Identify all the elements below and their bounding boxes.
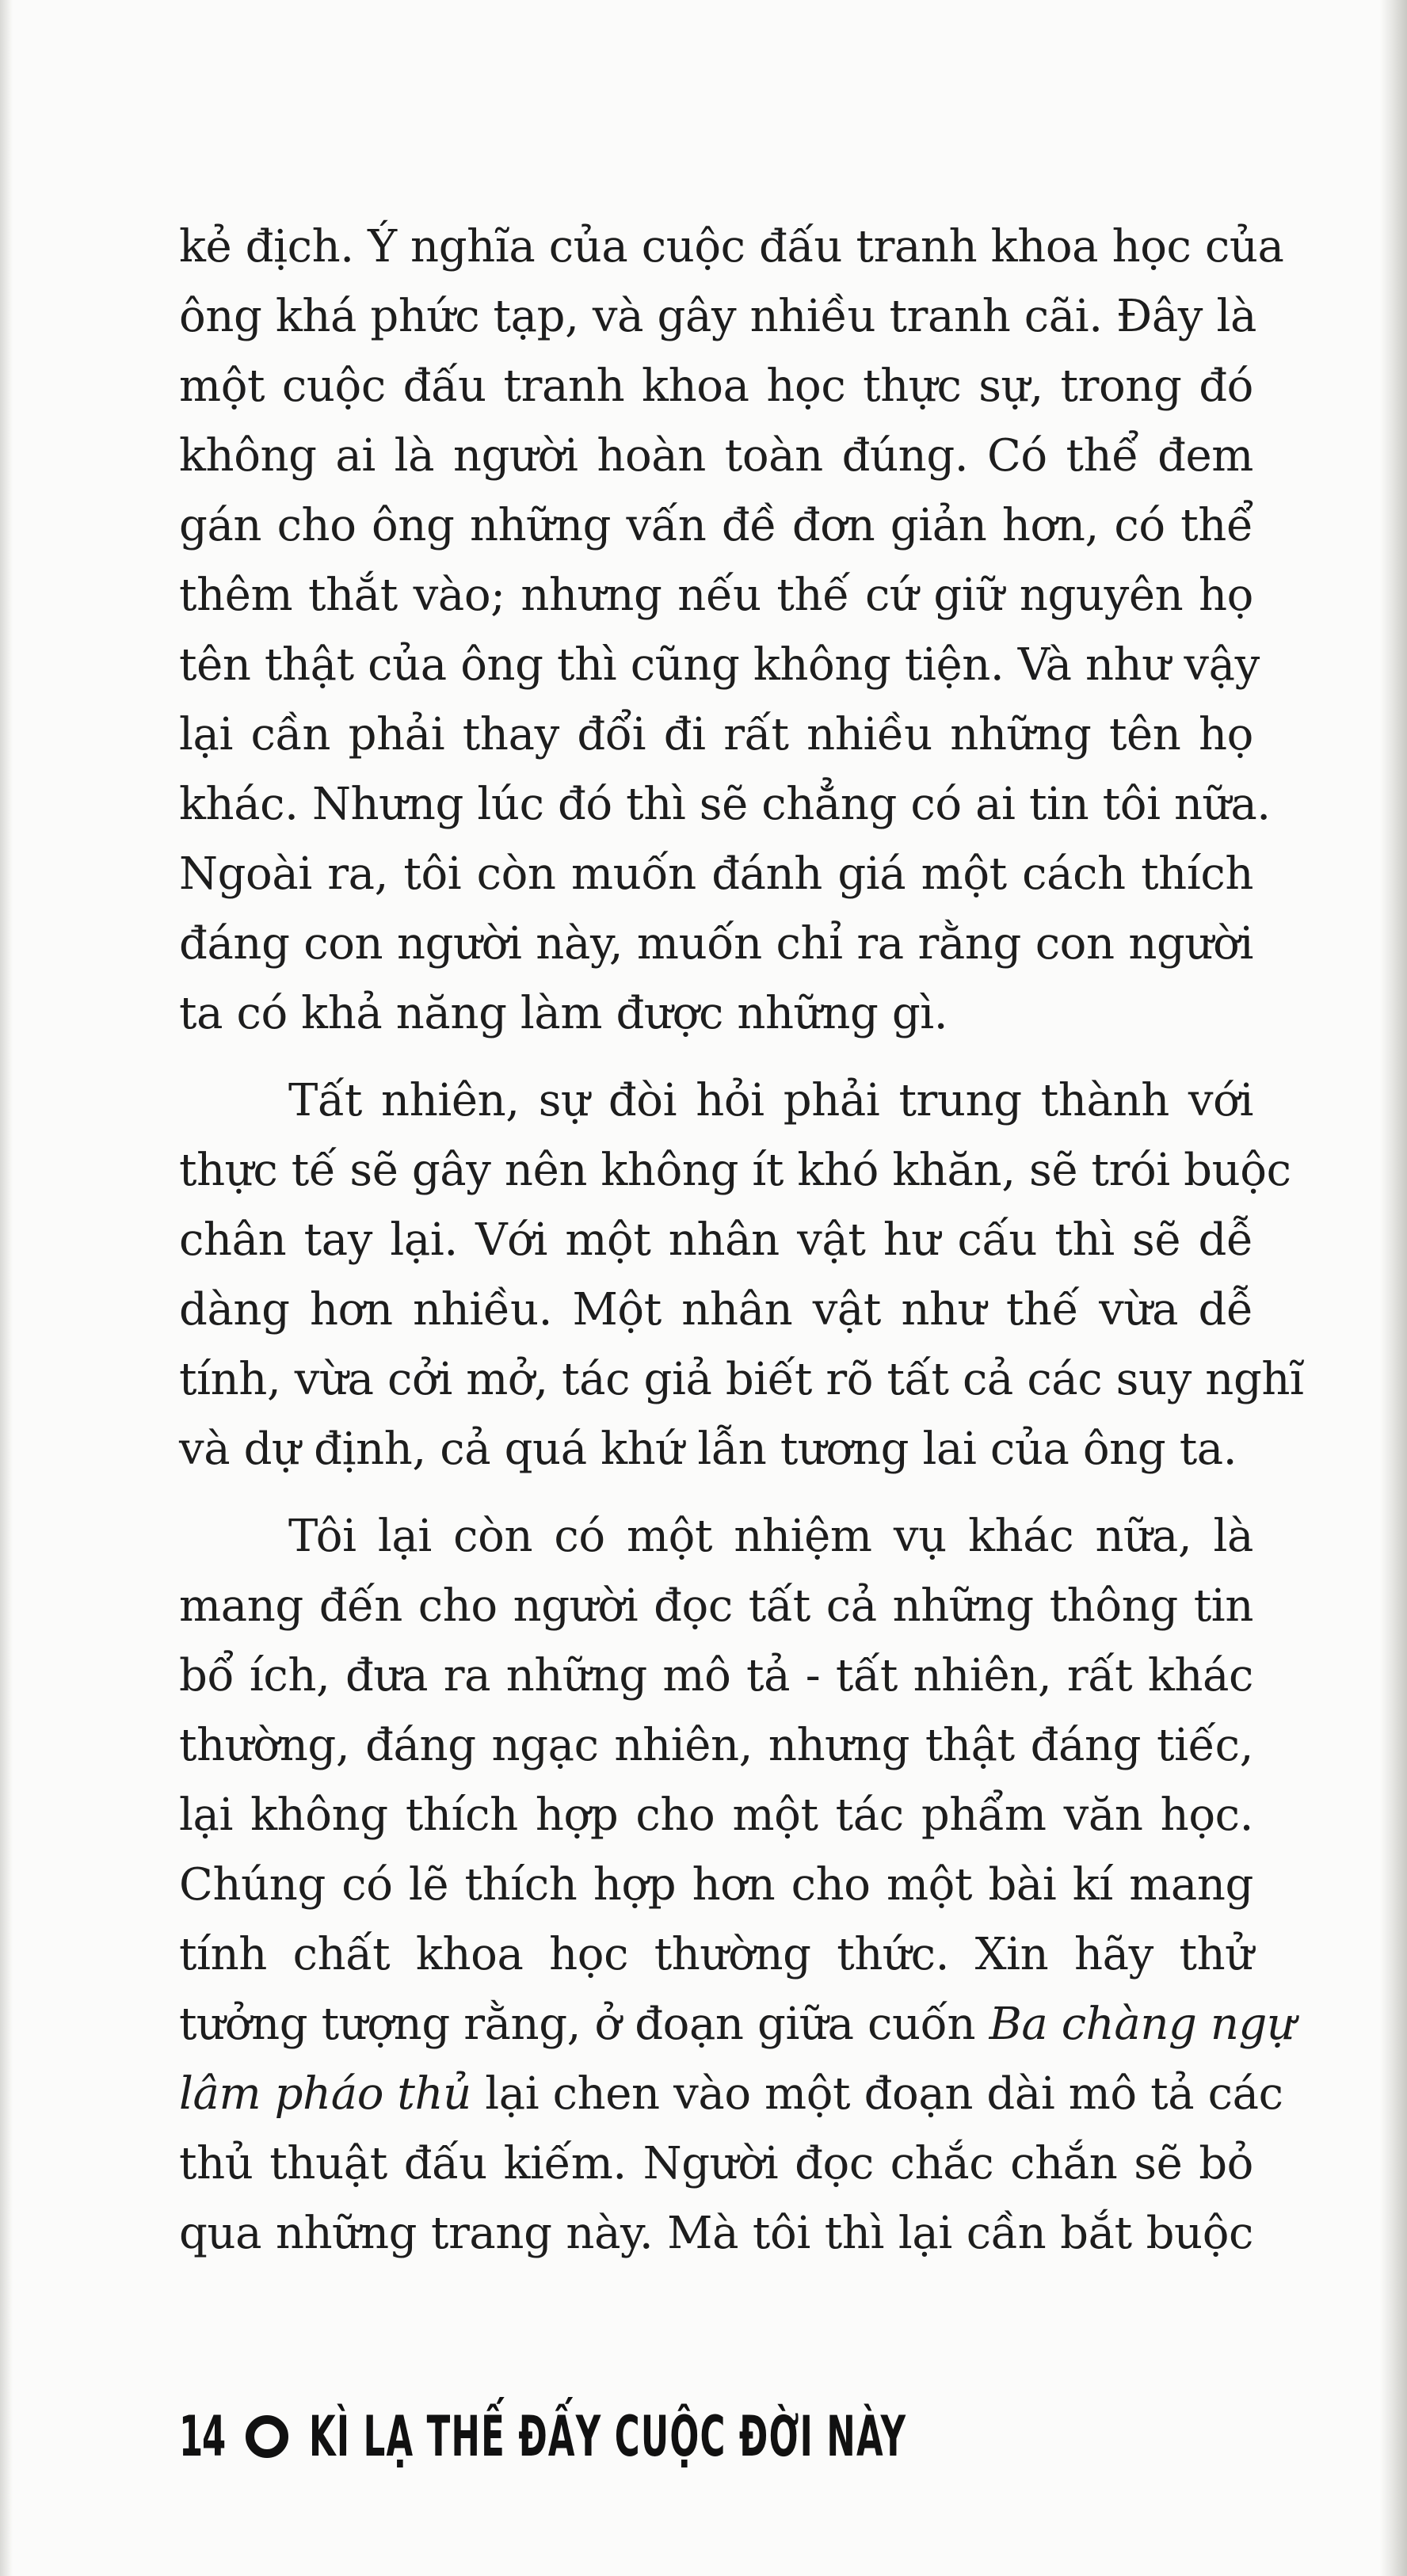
text-line: một cuộc đấu tranh khoa học thực sự, trong đó — [179, 360, 1253, 412]
text-line: ta có khả năng làm được những gì. — [179, 988, 948, 1039]
text-line: tính chất khoa học thường thức. Xin hãy thử — [179, 1929, 1253, 1980]
text-run: lại chen vào một đoạn dài mô tả các — [471, 2068, 1283, 2120]
book-title-italic: Ba chàng ngự — [989, 1999, 1295, 2050]
paragraph-2 — [179, 1066, 1304, 1484]
text-line: mang đến cho người đọc tất cả những thông tin — [179, 1580, 1253, 1632]
text-line: thêm thắt vào; nhưng nếu thế cứ giữ nguyên họ — [179, 570, 1253, 621]
text-line: gán cho ông những vấn đề đơn giản hơn, có thể — [179, 500, 1253, 551]
paragraph-1 — [179, 212, 1284, 1049]
text-line — [179, 1990, 1295, 2060]
text-line: chân tay lại. Với một nhân vật hư cấu thì sẽ dễ — [179, 1214, 1253, 1266]
text-line: dàng hơn nhiều. Một nhân vật như thế vừa dễ — [179, 1284, 1253, 1336]
running-book-title: KÌ LẠ THẾ ĐẤY CUỘC ĐỜI NÀY — [309, 2404, 907, 2469]
body-text — [179, 212, 1304, 2269]
text-run: tưởng tượng rằng, ở đoạn giữa cuốn — [179, 1999, 989, 2050]
book-title-italic: lâm pháo thủ — [179, 2068, 471, 2120]
text-line: Ngoài ra, tôi còn muốn đánh giá một cách thích — [179, 848, 1253, 900]
text-line: lại cần phải thay đổi đi rất nhiều những tên họ — [179, 709, 1253, 760]
text-line: kẻ địch. Ý nghĩa của cuộc đấu tranh khoa học của — [179, 221, 1284, 272]
text-line: tính, vừa cởi mở, tác giả biết rõ tất cả các suy nghĩ — [179, 1354, 1304, 1405]
text-line: tên thật của ông thì cũng không tiện. Và như vậy — [179, 639, 1260, 691]
circle-bullet-icon — [246, 2415, 288, 2458]
text-line: Tôi lại còn có một nhiệm vụ khác nữa, là — [288, 1511, 1253, 1562]
text-line: ông khá phức tạp, và gây nhiều tranh cãi. Đây là — [179, 291, 1256, 342]
text-line: khác. Nhưng lúc đó thì sẽ chẳng có ai tin tôi nữa. — [179, 779, 1271, 830]
text-line: đáng con người này, muốn chỉ ra rằng con người — [179, 918, 1253, 970]
text-line: qua những trang này. Mà tôi thì lại cần bắt buộc — [179, 2208, 1253, 2259]
text-line: lại không thích hợp cho một tác phẩm văn học. — [179, 1789, 1253, 1841]
text-line: thực tế sẽ gây nên không ít khó khăn, sẽ trói buộc — [179, 1145, 1291, 1196]
text-line: thủ thuật đấu kiếm. Người đọc chắc chắn sẽ bỏ — [179, 2138, 1253, 2189]
text-line: thường, đáng ngạc nhiên, nhưng thật đáng tiếc, — [179, 1720, 1253, 1771]
paragraph-3 — [179, 1502, 1295, 2269]
text-line — [179, 2060, 1283, 2129]
text-line: không ai là người hoàn toàn đúng. Có thể đem — [179, 430, 1253, 482]
text-line: Tất nhiên, sự đòi hỏi phải trung thành với — [288, 1075, 1253, 1126]
text-line: Chúng có lẽ thích hợp hơn cho một bài kí mang — [179, 1859, 1253, 1911]
page-edge-left — [0, 0, 13, 2576]
text-line: bổ ích, đưa ra những mô tả - tất nhiên, rất khác — [179, 1650, 1253, 1701]
text-line: và dự định, cả quá khứ lẫn tương lai của ông ta. — [179, 1423, 1237, 1475]
page-number: 14 — [179, 2404, 225, 2469]
page-footer — [179, 2389, 1273, 2484]
page-edge-right — [1380, 0, 1407, 2576]
